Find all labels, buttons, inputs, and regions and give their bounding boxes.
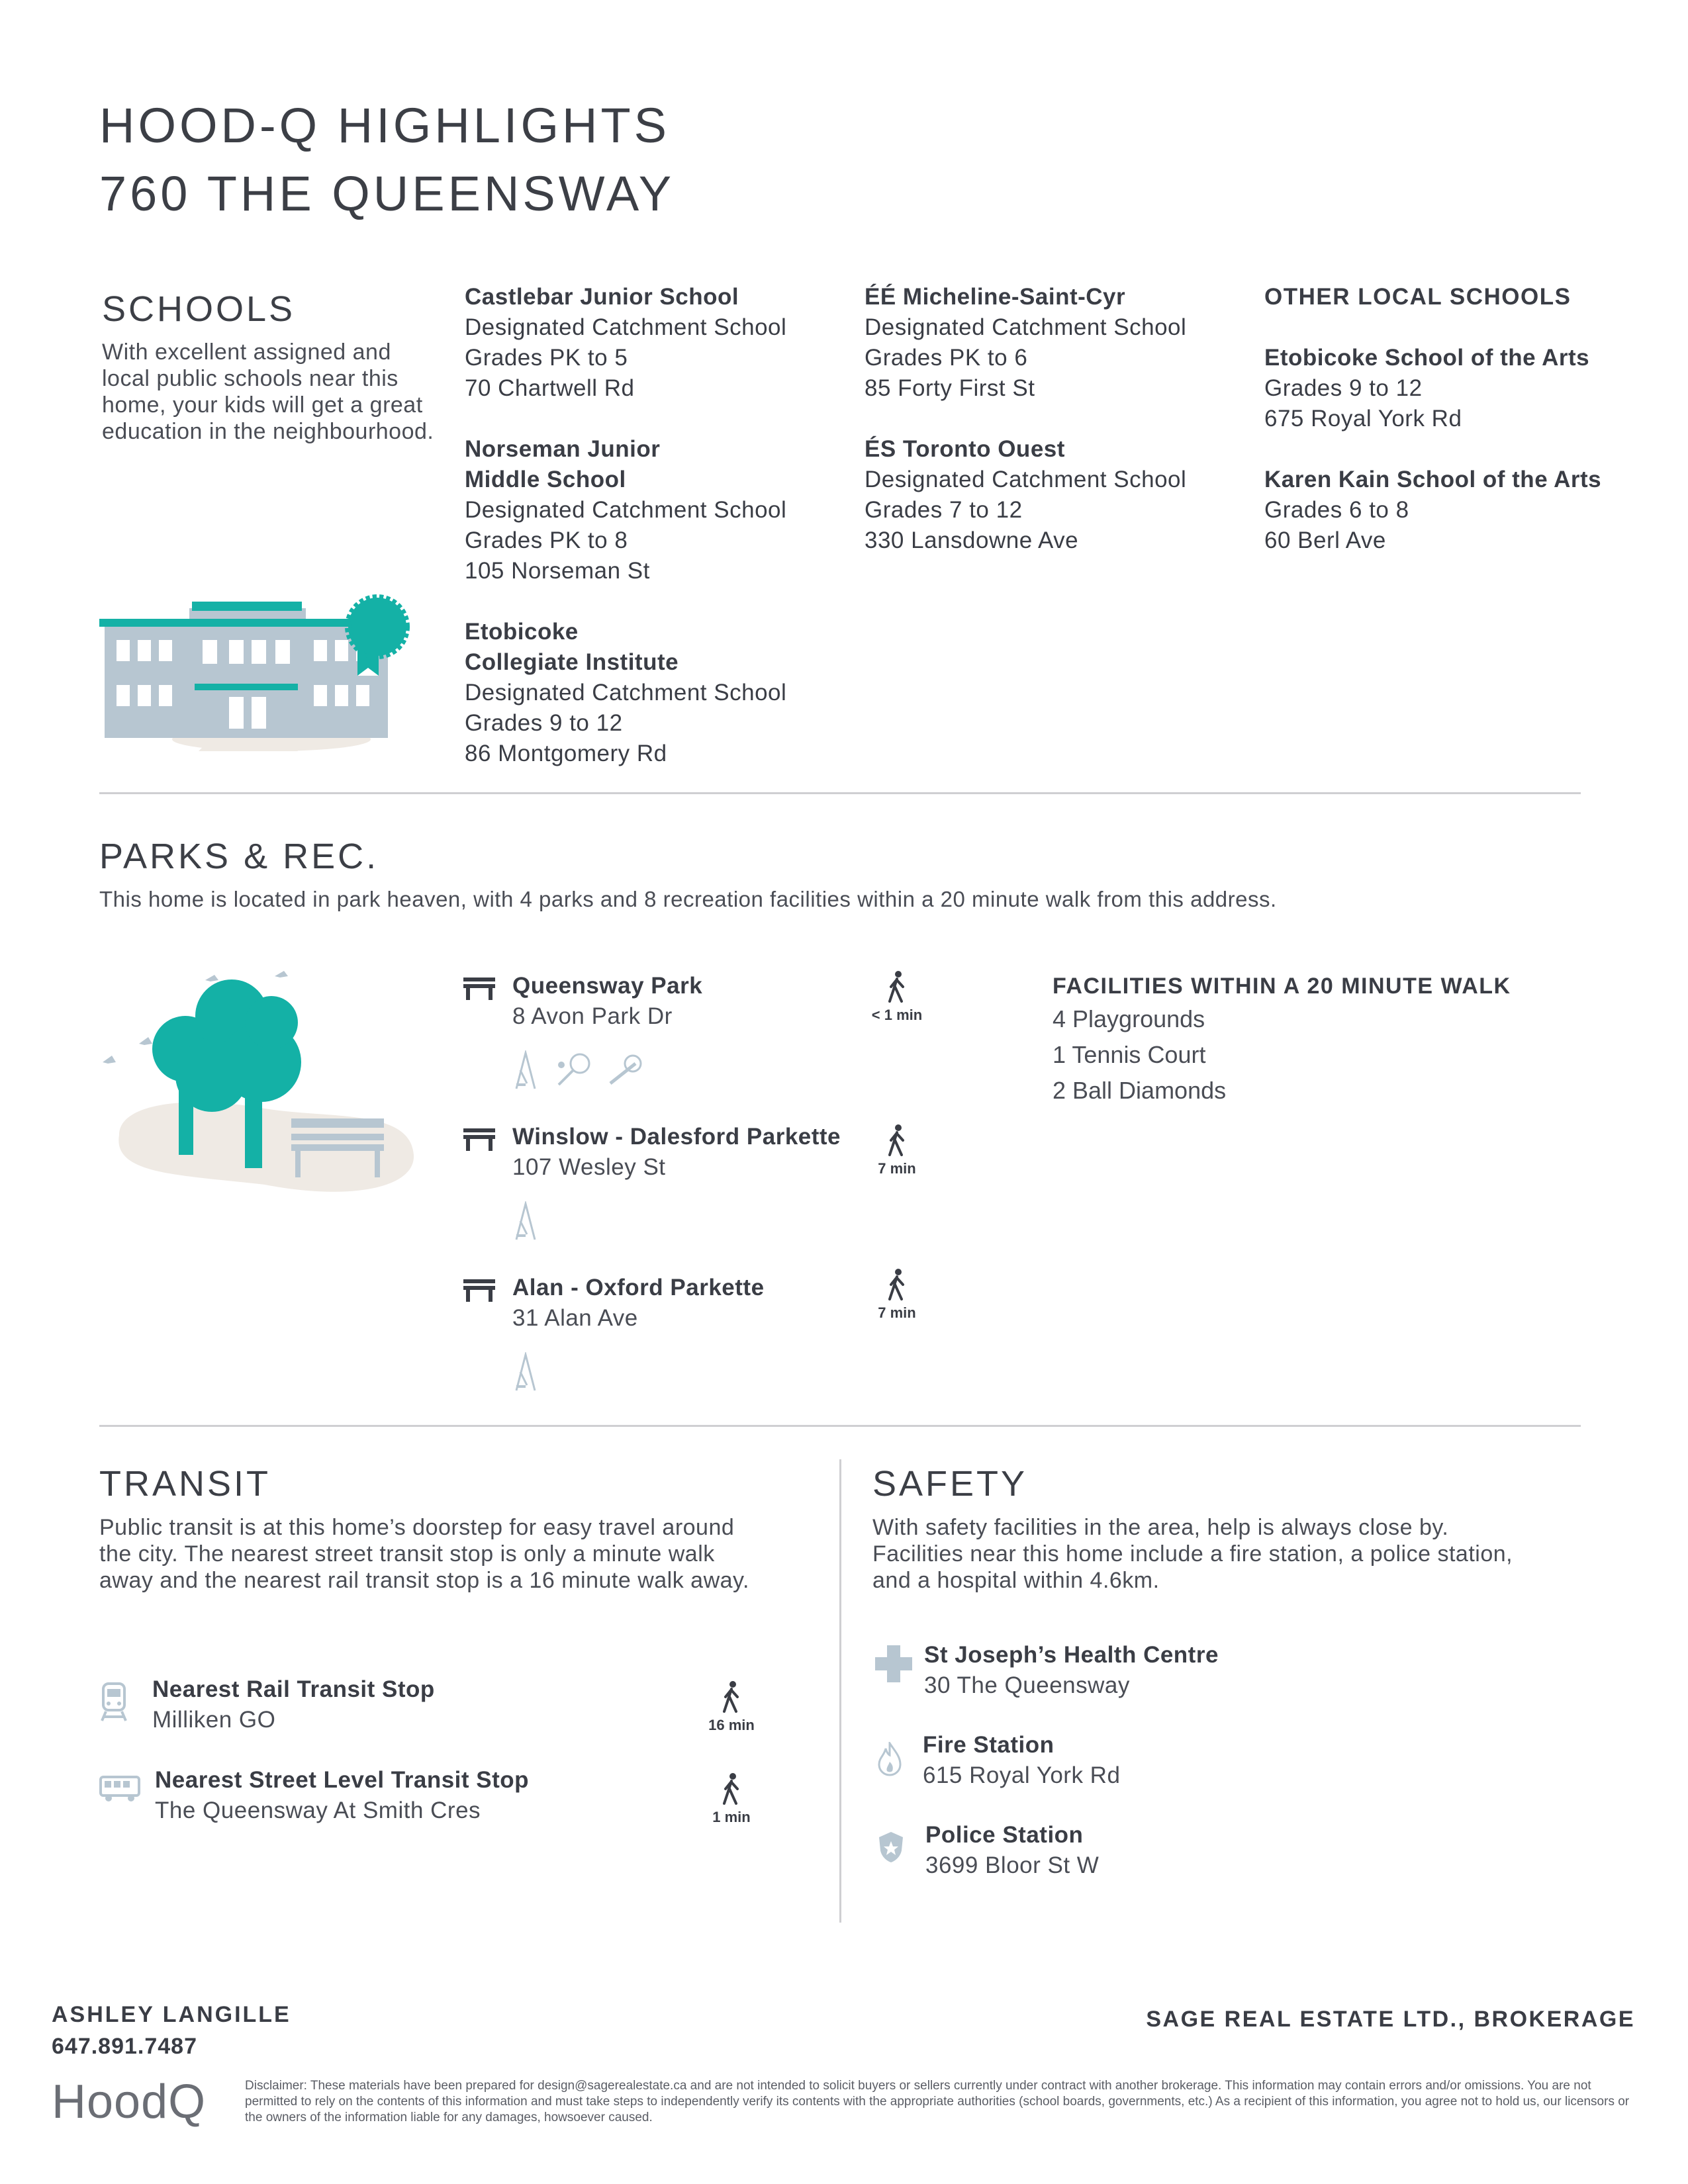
agent-name: ASHLEY LANGILLE xyxy=(52,2002,291,2027)
school-entry xyxy=(1264,465,1635,556)
brokerage-name: SAGE REAL ESTATE LTD., BROKERAGE xyxy=(1146,2007,1635,2032)
park-name: Alan - Oxford Parkette xyxy=(512,1275,765,1300)
walking-person-icon xyxy=(861,971,933,1003)
park-illustration xyxy=(99,963,417,1208)
transit-stop-label: Nearest Street Level Transit Stop xyxy=(155,1767,530,1793)
safety-description: With safety facilities in the area, help is always close by. Facilities near this home include a fire station, a police station, and a hospital within 4.6km. xyxy=(872,1515,1513,1593)
walking-person-icon xyxy=(861,1124,933,1156)
park-name: Queensway Park xyxy=(512,973,703,999)
walk-time-label: 1 min xyxy=(712,1809,751,1825)
walk-time xyxy=(861,1124,933,1177)
park-address: 31 Alan Ave xyxy=(512,1305,638,1331)
playground-icon xyxy=(511,1352,540,1392)
park-list xyxy=(463,971,966,1424)
school-grades: Grades 7 to 12 xyxy=(865,497,1023,523)
safety-item-name: Fire Station xyxy=(923,1732,1055,1758)
facility-item: 4 Playgrounds xyxy=(1053,1005,1205,1032)
park-amenity-icons xyxy=(511,1352,540,1392)
walk-time xyxy=(861,1269,933,1322)
bench-icon xyxy=(463,978,495,1000)
safety-item-fire xyxy=(872,1730,1534,1803)
park-address: 107 Wesley St xyxy=(512,1154,666,1180)
school-address: 85 Forty First St xyxy=(865,375,1035,401)
facilities-panel xyxy=(1053,971,1582,1109)
parks-title: PARKS & REC. xyxy=(99,837,379,876)
facilities-title: FACILITIES WITHIN A 20 MINUTE WALK xyxy=(1053,974,1511,999)
police-badge-icon xyxy=(878,1831,904,1864)
park-amenity-icons xyxy=(511,1050,646,1090)
school-illustration xyxy=(99,592,410,751)
school-name: ÉÉ Micheline-Saint-Cyr xyxy=(865,284,1126,310)
fire-icon xyxy=(878,1742,902,1776)
walk-time xyxy=(861,971,933,1024)
section-divider xyxy=(99,1425,1581,1427)
school-name-line2: Middle School xyxy=(465,467,626,492)
school-entry xyxy=(465,434,835,586)
baseball-icon xyxy=(606,1050,646,1090)
playground-icon xyxy=(511,1201,540,1241)
transit-description: Public transit is at this home’s doorstep for easy travel around the city. The nearest street transit stop is only a minute walk away and the nearest rail transit stop is a 16 minute walk away. xyxy=(99,1515,749,1593)
safety-item-hospital xyxy=(872,1640,1534,1713)
school-entry xyxy=(865,282,1248,404)
school-address: 330 Lansdowne Ave xyxy=(865,527,1079,553)
facility-item: 2 Ball Diamonds xyxy=(1053,1077,1227,1104)
column-divider xyxy=(839,1459,841,1923)
school-grades: Grades PK to 5 xyxy=(465,345,628,371)
school-name: Castlebar Junior School xyxy=(465,284,739,310)
hospital-cross-icon xyxy=(875,1645,912,1682)
transit-stop-name: Milliken GO xyxy=(152,1707,276,1733)
school-grades: Grades 9 to 12 xyxy=(1264,375,1423,401)
safety-item-address: 615 Royal York Rd xyxy=(923,1762,1121,1788)
safety-item-address: 30 The Queensway xyxy=(924,1672,1130,1698)
park-amenity-icons xyxy=(511,1201,540,1241)
walking-person-icon xyxy=(861,1269,933,1300)
school-type: Designated Catchment School xyxy=(465,314,787,340)
transit-stop-street xyxy=(99,1765,761,1844)
park-name: Winslow - Dalesford Parkette xyxy=(512,1124,841,1150)
park-entry xyxy=(463,1273,966,1424)
transit-stop-rail xyxy=(99,1674,761,1754)
train-icon xyxy=(101,1682,127,1722)
schools-description: With excellent assigned and local public schools near this home, your kids will get a great education in the neighbourhood. xyxy=(102,340,434,444)
schools-title: SCHOOLS xyxy=(102,289,296,329)
safety-item-address: 3699 Bloor St W xyxy=(925,1852,1100,1878)
safety-title: SAFETY xyxy=(872,1464,1028,1504)
park-entry xyxy=(463,971,966,1122)
school-type: Designated Catchment School xyxy=(865,467,1187,492)
school-column-2 xyxy=(865,282,1248,556)
school-type: Designated Catchment School xyxy=(465,497,787,523)
hoodq-logo: HoodQ xyxy=(52,2075,207,2128)
transit-title: TRANSIT xyxy=(99,1464,271,1504)
walk-time-label: 7 min xyxy=(878,1304,916,1321)
transit-stop-name: The Queensway At Smith Cres xyxy=(155,1797,481,1823)
bench-icon xyxy=(463,1279,495,1302)
page-title-line1: HOOD-Q HIGHLIGHTS xyxy=(99,98,671,153)
park-address: 8 Avon Park Dr xyxy=(512,1003,673,1029)
school-grades: Grades PK to 8 xyxy=(465,527,628,553)
safety-item-name: St Joseph’s Health Centre xyxy=(924,1642,1219,1668)
tennis-icon xyxy=(553,1050,593,1090)
school-address: 60 Berl Ave xyxy=(1264,527,1386,553)
page-title-line2: 760 THE QUEENSWAY xyxy=(99,166,675,221)
disclaimer: Disclaimer: These materials have been prepared for design@sagerealestate.ca and are not intended to solicit buyers or sellers currently under contract with another brokerage. This information may contain errors and/or omissions. You are not permitted to rely on the contents of this information and must take steps to independently verify its contents with the appropriate authorities (school boards, governments, etc.) As a recipient of this information, you agree not to hold us, our licensors or the owners of the information liable for any damages, howsoever caused. xyxy=(245,2079,1630,2124)
school-address: 70 Chartwell Rd xyxy=(465,375,635,401)
playground-icon xyxy=(511,1050,540,1090)
school-type: Designated Catchment School xyxy=(465,680,787,705)
other-schools-column xyxy=(1264,282,1635,556)
school-grades: Grades 6 to 8 xyxy=(1264,497,1409,523)
school-entry xyxy=(865,434,1248,556)
section-divider xyxy=(99,792,1581,794)
walking-person-icon xyxy=(695,1773,768,1805)
facility-item: 1 Tennis Court xyxy=(1053,1041,1206,1068)
school-name-line1: Norseman Junior xyxy=(465,436,661,462)
agent-phone: 647.891.7487 xyxy=(52,2034,197,2059)
walk-time xyxy=(695,1773,768,1826)
school-name-line1: Etobicoke xyxy=(465,619,579,645)
school-type: Designated Catchment School xyxy=(865,314,1187,340)
school-entry xyxy=(1264,343,1635,434)
safety-item-name: Police Station xyxy=(925,1822,1084,1848)
walk-time-label: 7 min xyxy=(878,1160,916,1177)
school-name-line2: Collegiate Institute xyxy=(465,649,679,675)
school-grades: Grades 9 to 12 xyxy=(465,710,623,736)
school-name: Etobicoke School of the Arts xyxy=(1264,345,1590,371)
school-entry xyxy=(465,282,835,404)
school-entry xyxy=(465,617,835,769)
school-address: 105 Norseman St xyxy=(465,558,650,584)
school-grades: Grades PK to 6 xyxy=(865,345,1028,371)
walk-time xyxy=(695,1681,768,1734)
safety-item-police xyxy=(872,1820,1534,1893)
bus-icon xyxy=(99,1776,140,1802)
school-name: Karen Kain School of the Arts xyxy=(1264,467,1602,492)
walking-person-icon xyxy=(695,1681,768,1713)
parks-description: This home is located in park heaven, with 4 parks and 8 recreation facilities within a 20 minute walk from this address. xyxy=(99,887,1277,911)
bench-icon xyxy=(463,1128,495,1151)
school-address: 86 Montgomery Rd xyxy=(465,741,667,766)
school-column-1 xyxy=(465,282,835,769)
walk-time-label: < 1 min xyxy=(871,1007,923,1023)
school-address: 675 Royal York Rd xyxy=(1264,406,1462,432)
transit-stop-label: Nearest Rail Transit Stop xyxy=(152,1676,435,1702)
park-entry xyxy=(463,1122,966,1273)
other-schools-title: OTHER LOCAL SCHOOLS xyxy=(1264,284,1571,310)
walk-time-label: 16 min xyxy=(708,1717,755,1733)
school-name: ÉS Toronto Ouest xyxy=(865,436,1065,462)
